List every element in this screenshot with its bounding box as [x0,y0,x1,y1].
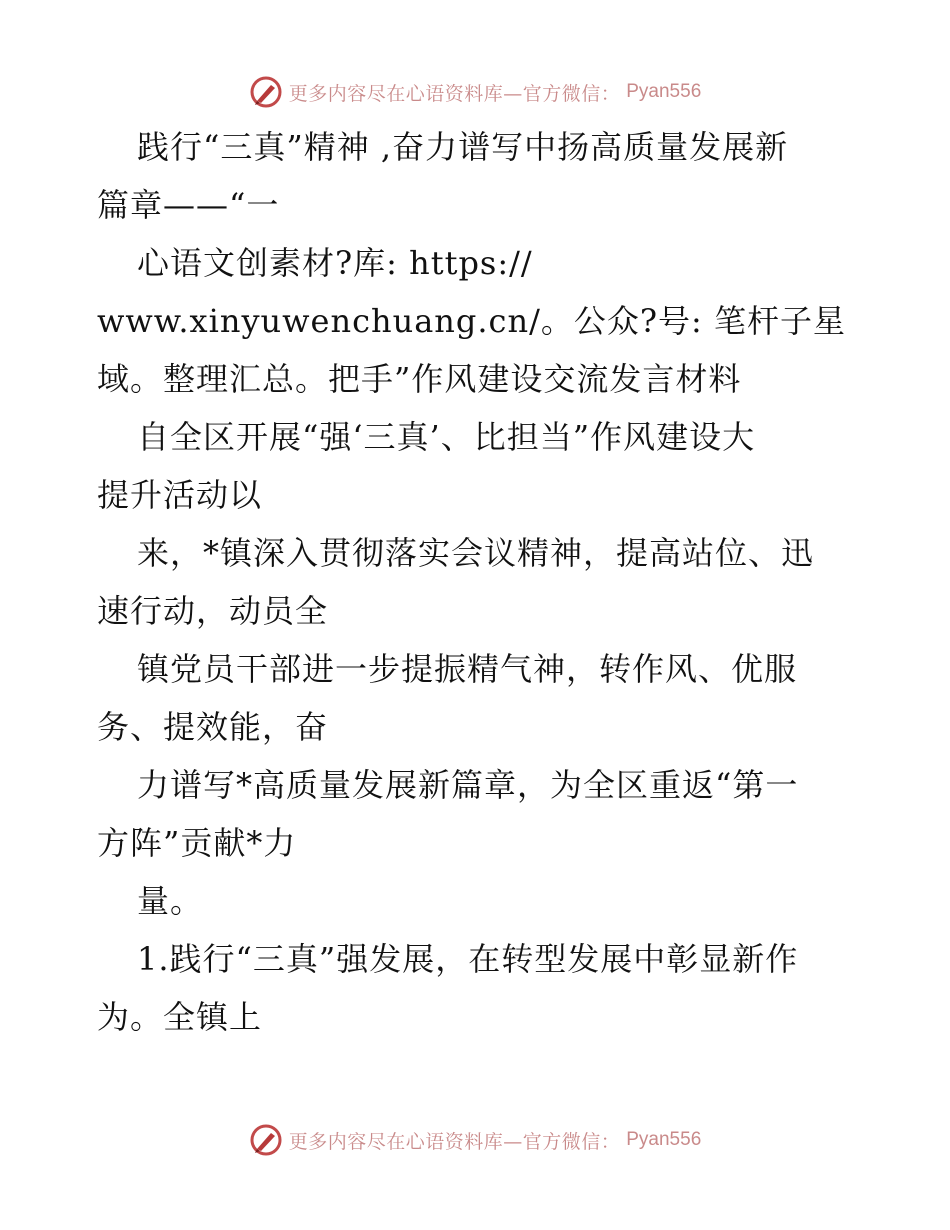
watermark-wechat-id: Pyan556 [626,1129,702,1150]
text-line: 方阵”贡献*力 [97,824,297,862]
text-line: www.xinyuwenchuang.cn/。公众?号: 笔杆子星 [97,302,846,340]
watermark-text: 更多内容尽在心语资料库—官方微信： [288,82,621,105]
pen-circle-logo-icon [249,75,283,109]
text-line: 速行动，动员全 [97,592,329,630]
footer-watermark [0,1120,950,1160]
text-line: 践行“三真”精神 ,奋力谱写中扬高质量发展新 [137,128,789,166]
watermark-text: 更多内容尽在心语资料库—官方微信： [288,1130,621,1153]
text-line: 镇党员干部进一步提振精气神，转作风、优服 [137,650,798,688]
text-line: 域。整理汇总。把手”作风建设交流发言材料 [97,360,742,398]
text-line: 自全区开展“强‘三真’、比担当”作风建设大 [137,418,756,456]
text-line: 心语文创素材?库: https:// [137,244,533,282]
text-line: 务、提效能，奋 [97,708,329,746]
text-line: 提升活动以 [97,476,263,514]
text-line: 1.践行“三真”强发展，在转型发展中彰显新作 [137,940,799,978]
text-line: 来，*镇深入贯彻落实会议精神，提高站位、迅 [137,534,815,572]
watermark-wechat-id: Pyan556 [626,81,702,102]
text-line: 量。 [137,882,204,920]
text-line: 为。全镇上 [97,998,263,1036]
document-body [97,118,867,1046]
text-line: 篇章——“一 [97,186,280,224]
pen-circle-logo-icon [249,1123,283,1157]
header-watermark [0,72,950,112]
text-line: 力谱写*高质量发展新篇章，为全区重返“第一 [137,766,799,804]
